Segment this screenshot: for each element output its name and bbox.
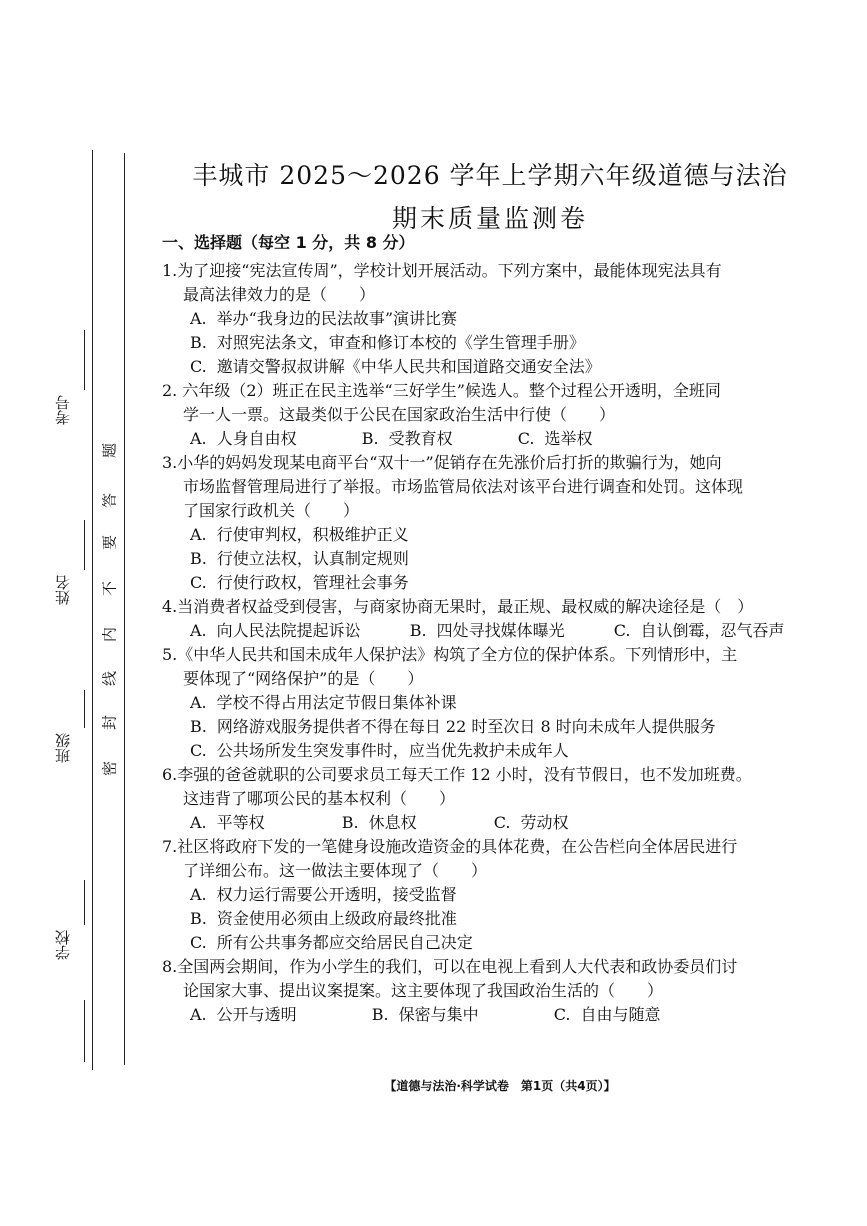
option-text: 保密与集中 xyxy=(398,1005,479,1024)
question-stem: 了详细公布。这一做法主要体现了（ ） xyxy=(183,861,488,880)
option-text: 行使审判权，积极维护正义 xyxy=(216,525,409,544)
question-stem: 要体现了“网络保护”的是（ ） xyxy=(183,669,424,688)
option-letter: A. xyxy=(190,621,207,640)
option-text: 受教育权 xyxy=(388,429,453,448)
option-c xyxy=(494,813,599,832)
question-stem: 8.全国两会期间，作为小学生的我们，可以在电视上看到人大代表和政协委员们讨 xyxy=(162,957,738,976)
exam-no-field xyxy=(52,330,96,480)
name-label: 姓名 xyxy=(54,575,72,605)
question-stem: 3.小华的妈妈发现某电商平台“双十一”促销存在先涨价后打折的欺骗行为，她向 xyxy=(162,453,722,472)
option-letter: B. xyxy=(371,1005,389,1024)
school-label: 学校 xyxy=(54,930,72,960)
option-row xyxy=(162,1003,812,1027)
exam-content xyxy=(162,231,812,1027)
option-letter: C. xyxy=(553,1005,571,1024)
option-text: 权力运行需要公开透明，接受监督 xyxy=(216,885,457,904)
option-b xyxy=(162,547,812,571)
option-letter: B. xyxy=(190,549,207,568)
option-text: 自由与随意 xyxy=(580,1005,661,1024)
option-c xyxy=(162,571,812,595)
school-underline xyxy=(84,880,85,925)
seal-char: 封 xyxy=(100,715,119,731)
option-text: 人身自由权 xyxy=(216,429,297,448)
option-letter: C. xyxy=(190,573,207,592)
question-5 xyxy=(162,643,812,763)
option-text: 邀请交警叔叔讲解《中华人民共和国道路交通安全法》 xyxy=(216,357,601,376)
option-text: 选举权 xyxy=(544,429,593,448)
question-4 xyxy=(162,595,812,643)
option-row xyxy=(162,811,812,835)
option-text: 自认倒霉，忍气吞声 xyxy=(640,621,785,640)
option-letter: C. xyxy=(190,357,207,376)
class-field xyxy=(52,690,96,800)
school-field xyxy=(52,880,96,990)
option-letter: B. xyxy=(190,717,207,736)
option-text: 公开与透明 xyxy=(216,1005,297,1024)
seal-char: 题 xyxy=(100,443,119,459)
class-underline xyxy=(84,690,85,728)
option-letter: C. xyxy=(517,429,535,448)
question-stem: 论国家大事、提出议案提案。这主要体现了我国政治生活的（ ） xyxy=(183,981,664,1000)
option-b xyxy=(372,1005,509,1024)
question-stem: 这违背了哪项公民的基本权利（ ） xyxy=(183,789,456,808)
option-b xyxy=(362,429,483,448)
option-b xyxy=(342,813,447,832)
question-stem: 7.社区将政府下发的一笔健身设施改造资金的具体花费，在公告栏向全体居民进行 xyxy=(162,837,738,856)
option-row xyxy=(162,427,812,451)
question-3 xyxy=(162,451,812,595)
option-a xyxy=(162,691,812,715)
option-letter: C. xyxy=(493,813,511,832)
option-row xyxy=(162,619,812,643)
option-c xyxy=(162,739,812,763)
option-text: 行使行政权，管理社会事务 xyxy=(216,573,409,592)
option-a xyxy=(162,307,812,331)
seal-char: 不 xyxy=(100,581,119,597)
option-b xyxy=(410,621,595,640)
option-letter: C. xyxy=(190,933,207,952)
option-text: 所有公共事务都应交给居民自己决定 xyxy=(216,933,473,952)
option-a xyxy=(190,813,295,832)
school-underline-lower xyxy=(84,1000,85,1062)
seal-char: 要 xyxy=(100,535,119,551)
option-b xyxy=(162,715,812,739)
question-2 xyxy=(162,379,812,451)
option-letter: A. xyxy=(190,813,207,832)
option-text: 学校不得占用法定节假日集体补课 xyxy=(216,693,457,712)
option-a xyxy=(190,621,391,640)
option-c xyxy=(518,429,623,448)
question-7 xyxy=(162,835,812,955)
question-stem: 4.当消费者权益受到侵害，与商家协商无果时，最正规、最权威的解决途径是（ ） xyxy=(162,597,754,616)
exam-no-underline xyxy=(84,330,85,390)
seal-char: 答 xyxy=(100,493,119,509)
exam-title: 丰城市 2025～2026 学年上学期六年级道德与法治 xyxy=(192,161,788,190)
question-stem: 了国家行政机关（ ） xyxy=(183,501,360,520)
option-text: 四处寻找媒体曝光 xyxy=(436,621,565,640)
option-text: 向人民法院提起诉讼 xyxy=(216,621,361,640)
option-text: 公共场所发生突发事件时，应当优先救护未成年人 xyxy=(216,741,569,760)
option-c xyxy=(162,931,812,955)
option-letter: C. xyxy=(190,741,207,760)
option-a xyxy=(190,1005,327,1024)
question-stem: 1.为了迎接“宪法宣传周”，学校计划开展活动。下列方案中，最能体现宪法具有 xyxy=(162,261,722,280)
option-text: 对照宪法条文，审查和修订本校的《学生管理手册》 xyxy=(216,333,585,352)
option-b xyxy=(162,907,812,931)
option-b xyxy=(162,331,812,355)
option-a xyxy=(162,883,812,907)
option-letter: A. xyxy=(190,429,207,448)
option-c xyxy=(162,355,812,379)
name-field xyxy=(52,520,96,680)
name-underline xyxy=(84,520,85,570)
seal-char: 内 xyxy=(100,627,119,643)
question-stem: 2. 六年级（2）班正在民主选举“三好学生”候选人。整个过程公开透明，全班同 xyxy=(162,381,721,400)
option-text: 平等权 xyxy=(216,813,265,832)
option-letter: A. xyxy=(190,885,207,904)
option-a xyxy=(190,429,327,448)
option-letter: B. xyxy=(341,813,359,832)
question-8 xyxy=(162,955,812,1027)
option-letter: C. xyxy=(613,621,631,640)
option-text: 网络游戏服务提供者不得在每日 22 时至次日 8 时向未成年人提供服务 xyxy=(216,717,716,736)
question-stem: 6.李强的爸爸就职的公司要求员工每天工作 12 小时，没有节假日，也不发加班费。 xyxy=(162,765,752,784)
option-c xyxy=(614,621,815,640)
page-footer: 【道德与法治·科学试卷 第1页（共4页）】 xyxy=(384,1079,616,1093)
option-text: 举办“我身边的民法故事”演讲比赛 xyxy=(216,309,458,328)
option-letter: A. xyxy=(190,525,207,544)
option-letter: A. xyxy=(190,1005,207,1024)
option-text: 劳动权 xyxy=(520,813,569,832)
seal-char: 线 xyxy=(100,671,119,687)
question-stem: 最高法律效力的是（ ） xyxy=(183,285,376,304)
exam-no-label: 考号 xyxy=(54,395,72,425)
question-stem: 市场监督管理局进行了举报。市场监管局依法对该平台进行调查和处罚。这体现 xyxy=(183,477,744,496)
option-letter: A. xyxy=(190,309,207,328)
exam-subtitle: 期末质量监测卷 xyxy=(391,204,588,233)
question-stem: 5.《中华人民共和国未成年人保护法》构筑了全方位的保护体系。下列情形中，主 xyxy=(162,645,738,664)
class-label: 班级 xyxy=(54,733,72,763)
option-a xyxy=(162,523,812,547)
option-letter: B. xyxy=(361,429,379,448)
option-text: 资金使用必须由上级政府最终批准 xyxy=(216,909,457,928)
option-c xyxy=(554,1005,691,1024)
option-letter: B. xyxy=(190,909,207,928)
section-title: 一、选择题（每空 1 分，共 8 分） xyxy=(162,233,415,252)
question-6 xyxy=(162,763,812,835)
binding-line-inner xyxy=(124,153,125,1065)
option-letter: B. xyxy=(409,621,427,640)
question-1 xyxy=(162,259,812,379)
question-stem: 学一人一票。这最类似于公民在国家政治生活中行使（ ） xyxy=(183,405,616,424)
seal-char: 密 xyxy=(100,761,119,777)
option-letter: B. xyxy=(190,333,207,352)
option-letter: A. xyxy=(190,693,207,712)
option-text: 休息权 xyxy=(368,813,417,832)
option-text: 行使立法权，认真制定规则 xyxy=(216,549,409,568)
